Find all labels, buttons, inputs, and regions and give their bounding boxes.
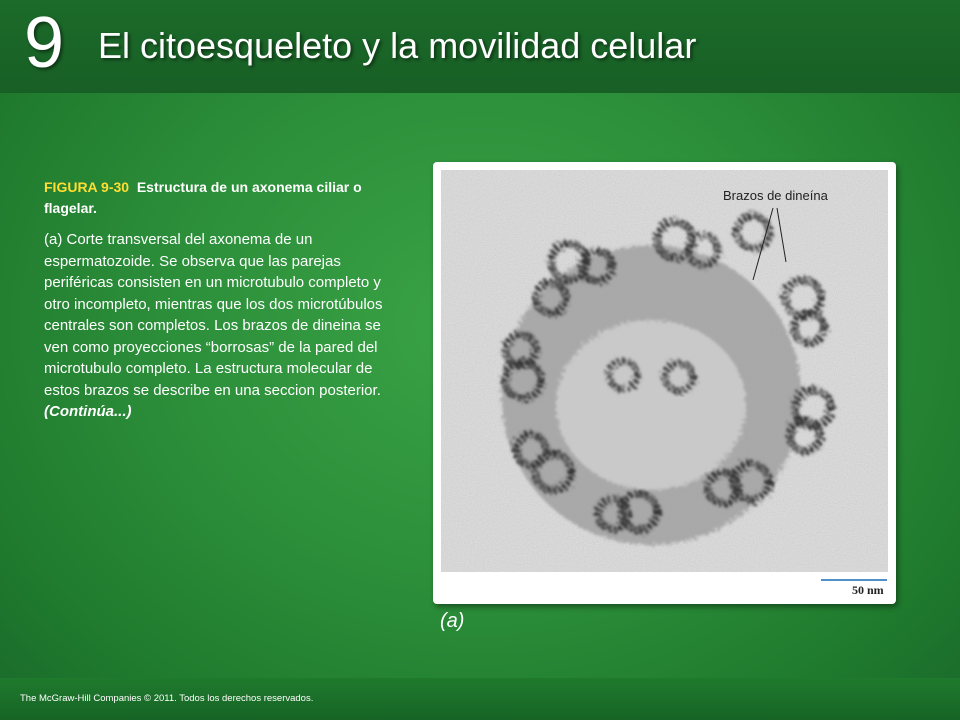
scale-label: 50 nm <box>852 583 884 597</box>
copyright-notice: The McGraw-Hill Companies © 2011. Todos los derechos reservados. <box>20 693 314 704</box>
axoneme-micrograph <box>441 170 888 572</box>
figure-description <box>44 229 404 423</box>
description-text: (a) Corte transversal del axonema de un espermatozoide. Se observa que las parejas periféricas consisten en un microtubulo completo y otro incompleto, mientras que los dos microtúbulos centrales son completos. Los brazos de dineina se ven como proyecciones “borrosas” de la pared del microtubulo completo. La estructura molecular de estos brazos se describe en una seccion posterior. <box>44 231 383 399</box>
figure-panel <box>433 162 896 604</box>
dynein-arms-label: Brazos de dineína <box>723 188 828 203</box>
figure-caption <box>44 177 404 423</box>
slide-header <box>0 0 960 93</box>
figure-title: Estructura de un axonema ciliar o flagelar. <box>44 179 362 216</box>
chapter-number: 9 <box>24 3 65 83</box>
continued-note: (Continúa...) <box>44 403 132 420</box>
figure-heading <box>44 177 404 219</box>
chapter-title: El citoesqueleto y la movilidad celular <box>98 25 697 66</box>
scale-bar <box>821 579 887 581</box>
panel-label: (a) <box>440 610 465 632</box>
figure-label: FIGURA 9-30 <box>44 179 130 195</box>
